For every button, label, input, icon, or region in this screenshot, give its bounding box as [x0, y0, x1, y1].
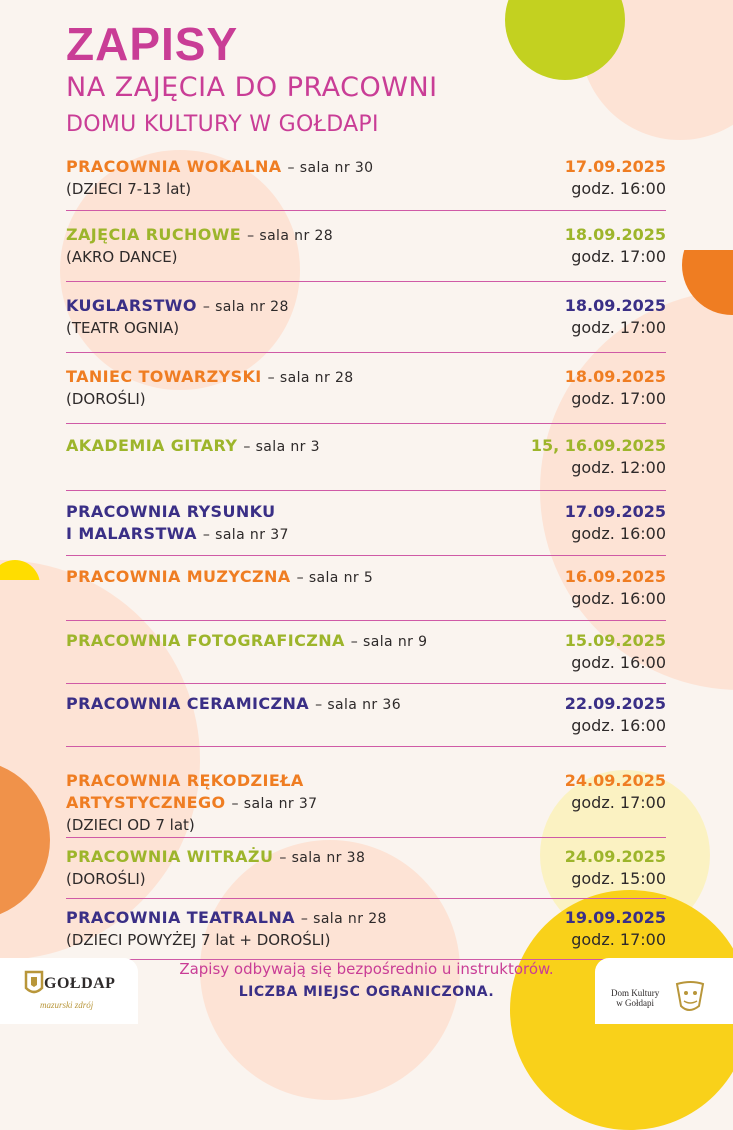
page-subtitle-1: NA ZAJĘCIA DO PRACOWNI	[66, 72, 438, 103]
workshop-note: (TEATR OGNIA)	[66, 319, 180, 337]
goldap-logo-tagline: mazurski zdrój	[40, 1000, 94, 1010]
workshop-time: godz. 17:00	[571, 793, 666, 812]
workshop-room: – sala nr 30	[287, 160, 374, 176]
page-title: ZAPISY	[66, 18, 239, 70]
list-item	[66, 282, 666, 353]
workshop-name: PRACOWNIA WITRAŻU – sala nr 38	[66, 847, 366, 866]
workshop-info	[66, 501, 289, 546]
workshop-name: PRACOWNIA TEATRALNA – sala nr 28	[66, 908, 387, 927]
workshop-room: – sala nr 28	[267, 370, 354, 386]
workshop-room: – sala nr 3	[243, 439, 320, 455]
workshop-note: (AKRO DANCE)	[66, 248, 178, 266]
dom-kultury-logo	[595, 958, 733, 1024]
page-subtitle-2: DOMU KULTURY W GOŁDAPI	[66, 112, 379, 137]
list-item	[66, 838, 666, 899]
workshop-date: 18.09.2025	[564, 225, 666, 244]
workshop-schedule	[565, 156, 666, 200]
list-item	[66, 621, 666, 684]
workshop-time: godz. 17:00	[571, 930, 666, 949]
workshop-date: 24.09.2025	[564, 771, 666, 790]
workshop-info	[66, 566, 373, 589]
workshop-name: ZAJĘCIA RUCHOWE – sala nr 28	[66, 225, 334, 244]
workshop-schedule	[565, 693, 666, 737]
workshop-info	[66, 846, 365, 890]
workshop-name: ARTYSTYCZNEGO – sala nr 37	[66, 793, 318, 812]
footer	[0, 948, 733, 1024]
workshop-name: PRACOWNIA FOTOGRAFICZNA – sala nr 9	[66, 631, 428, 650]
list-item	[66, 556, 666, 621]
list-item	[66, 684, 666, 747]
workshop-room: – sala nr 38	[279, 850, 366, 866]
workshop-time: godz. 15:00	[571, 869, 666, 888]
workshop-info	[66, 224, 333, 268]
workshop-list	[66, 146, 666, 960]
workshop-info	[66, 693, 401, 716]
goldap-logo-text: GOŁDAP	[44, 975, 116, 992]
workshop-time: godz. 17:00	[571, 247, 666, 266]
workshop-info	[66, 907, 387, 951]
workshop-date: 16.09.2025	[564, 567, 666, 586]
list-item	[66, 747, 666, 838]
list-item	[66, 424, 666, 491]
workshop-date: 15.09.2025	[564, 631, 666, 650]
workshop-info	[66, 366, 354, 410]
workshop-name: PRACOWNIA MUZYCZNA – sala nr 5	[66, 567, 374, 586]
workshop-schedule	[565, 366, 666, 410]
workshop-schedule	[565, 224, 666, 268]
workshop-name: AKADEMIA GITARY – sala nr 3	[66, 436, 320, 455]
workshop-name: TANIEC TOWARZYSKI – sala nr 28	[66, 367, 354, 386]
workshop-name: I MALARSTWA – sala nr 37	[66, 524, 289, 543]
workshop-room: – sala nr 36	[315, 697, 402, 713]
workshop-room: – sala nr 37	[231, 796, 318, 812]
workshop-note: (DOROŚLI)	[66, 390, 146, 408]
workshop-room: – sala nr 28	[202, 299, 289, 315]
workshop-room: – sala nr 28	[247, 228, 334, 244]
header	[66, 16, 438, 140]
workshop-name: KUGLARSTWO – sala nr 28	[66, 296, 289, 315]
workshop-schedule	[531, 435, 666, 479]
workshop-schedule	[565, 770, 666, 814]
workshop-schedule	[565, 501, 666, 545]
workshop-note: (DOROŚLI)	[66, 870, 146, 888]
workshop-time: godz. 16:00	[571, 589, 666, 608]
workshop-room: – sala nr 9	[350, 634, 428, 650]
workshop-info	[66, 295, 289, 339]
footer-limit: LICZBA MIEJSC OGRANICZONA.	[238, 984, 495, 1000]
workshop-schedule	[565, 907, 666, 951]
workshop-time: godz. 16:00	[571, 179, 666, 198]
workshop-name: PRACOWNIA RYSUNKU	[66, 502, 276, 521]
workshop-note: (DZIECI POWYŻEJ 7 lat + DOROŚLI)	[66, 931, 331, 949]
workshop-date: 17.09.2025	[564, 502, 666, 521]
workshop-date: 15, 16.09.2025	[530, 436, 666, 455]
workshop-info	[66, 156, 373, 200]
workshop-time: godz. 16:00	[571, 653, 666, 672]
workshop-schedule	[565, 630, 666, 674]
workshop-date: 18.09.2025	[564, 296, 666, 315]
workshop-date: 24.09.2025	[564, 847, 666, 866]
list-item	[66, 146, 666, 211]
workshop-schedule	[565, 566, 666, 610]
workshop-date: 17.09.2025	[564, 157, 666, 176]
workshop-name: PRACOWNIA RĘKODZIEŁA	[66, 771, 304, 790]
workshop-time: godz. 17:00	[571, 318, 666, 337]
workshop-room: – sala nr 28	[300, 911, 387, 927]
workshop-schedule	[565, 846, 666, 890]
workshop-room: – sala nr 5	[296, 570, 374, 586]
workshop-room: – sala nr 37	[202, 527, 289, 543]
workshop-date: 19.09.2025	[564, 908, 666, 927]
workshop-time: godz. 16:00	[571, 524, 666, 543]
workshop-name: PRACOWNIA CERAMICZNA – sala nr 36	[66, 694, 402, 713]
workshop-schedule	[565, 295, 666, 339]
list-item	[66, 491, 666, 556]
workshop-info	[66, 770, 317, 836]
workshop-time: godz. 12:00	[571, 458, 666, 477]
list-item	[66, 353, 666, 424]
workshop-date: 18.09.2025	[564, 367, 666, 386]
theater-mask-icon	[671, 978, 711, 1018]
workshop-info	[66, 630, 427, 653]
workshop-info	[66, 435, 320, 458]
workshop-name: PRACOWNIA WOKALNA – sala nr 30	[66, 157, 374, 176]
workshop-time: godz. 17:00	[571, 389, 666, 408]
workshop-note: (DZIECI OD 7 lat)	[66, 816, 195, 834]
dom-kultury-logo-text: Dom Kultury w Gołdapi	[611, 988, 660, 1008]
workshop-time: godz. 16:00	[571, 716, 666, 735]
list-item	[66, 211, 666, 282]
footer-info: Zapisy odbywają się bezpośrednio u instruktorów.	[179, 960, 554, 978]
workshop-note: (DZIECI 7-13 lat)	[66, 180, 192, 198]
workshop-date: 22.09.2025	[564, 694, 666, 713]
goldap-logo	[0, 958, 138, 1024]
